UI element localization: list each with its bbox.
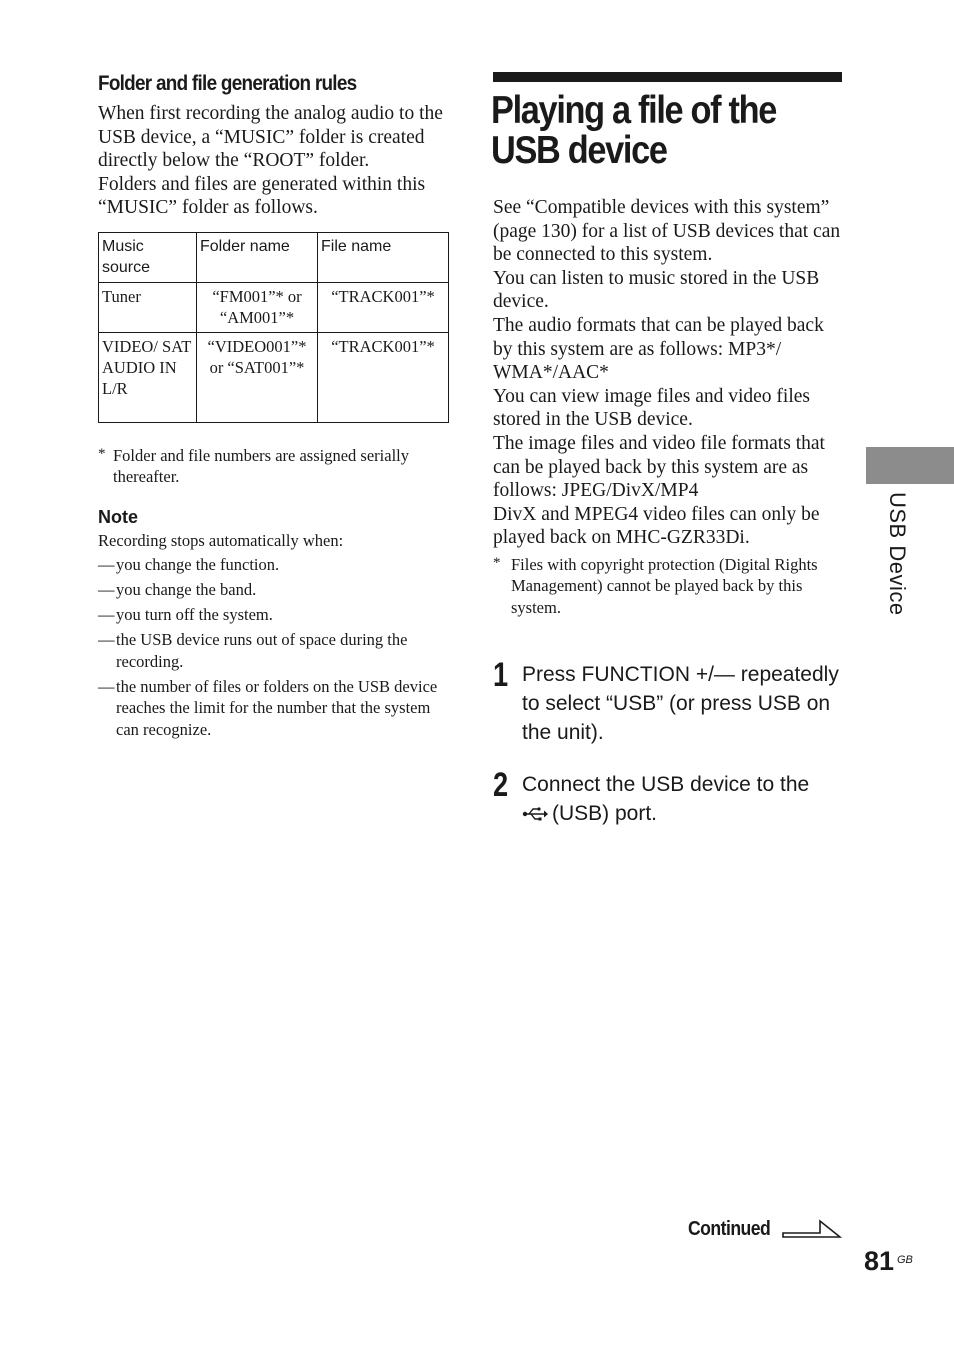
body-paragraph: See “Compatible devices with this system” (page 130) for a list of USB devices that can be connected to this system. bbox=[493, 197, 841, 266]
usb-icon bbox=[522, 800, 548, 829]
note-list-item bbox=[98, 676, 450, 741]
dash-mark: — bbox=[98, 555, 115, 575]
note-item-text: you change the band. bbox=[116, 580, 257, 600]
drm-footnote bbox=[493, 554, 845, 619]
table-cell: VIDEO/ SAT AUDIO IN L/R bbox=[99, 332, 197, 422]
left-column bbox=[98, 72, 450, 744]
title-line: USB device bbox=[491, 129, 667, 172]
dash-mark: — bbox=[98, 676, 115, 696]
note-heading: Note bbox=[98, 506, 138, 527]
note-list-item bbox=[98, 554, 450, 576]
table-cell: “TRACK001”* bbox=[318, 282, 449, 332]
folder-rules-table bbox=[98, 232, 449, 423]
step-text: Press FUNCTION +/— repeatedly to select “USB” (or press USB on the unit). bbox=[522, 663, 839, 744]
page-number: 81 bbox=[864, 1246, 895, 1276]
step-number: 1 bbox=[493, 656, 509, 694]
body-paragraph: The image files and video file formats that can be played back by this system are as follows: JPEG/DivX/MP4 bbox=[493, 432, 825, 502]
body-paragraph: The audio formats that can be played back by this system are as follows: MP3*/ WMA*/AAC* bbox=[493, 314, 824, 384]
table-header-row bbox=[99, 232, 449, 282]
section-tab bbox=[866, 447, 954, 484]
footnote-mark: * bbox=[493, 554, 501, 571]
intro-paragraph: When first recording the analog audio to the USB device, a “MUSIC” folder is created directly below the “ROOT” folder. bbox=[98, 103, 443, 172]
step-text-suffix: (USB) port. bbox=[552, 802, 658, 825]
section-tab-label: USB Device bbox=[885, 492, 910, 616]
table-header-cell: Music source bbox=[99, 232, 197, 282]
note-item-text: the number of files or folders on the USB device reaches the limit for the number that the system can recognize. bbox=[116, 676, 438, 739]
step-number: 2 bbox=[493, 766, 509, 804]
note-item-text: you turn off the system. bbox=[116, 605, 273, 625]
footnote-text: Folder and file numbers are assigned serially thereafter. bbox=[113, 445, 409, 487]
body-paragraph: You can listen to music stored in the USB device. bbox=[493, 267, 820, 313]
table-cell: “TRACK001”* bbox=[318, 332, 449, 422]
note-list-item bbox=[98, 579, 450, 601]
table-cell: “FM001”* or “AM001”* bbox=[197, 282, 318, 332]
section-subheading: Folder and file generation rules bbox=[98, 72, 357, 95]
step-1 bbox=[493, 656, 853, 747]
dash-mark: — bbox=[98, 580, 115, 600]
table-row bbox=[99, 282, 449, 332]
note-intro: Recording stops automatically when: bbox=[98, 530, 344, 550]
table-header-cell: Folder name bbox=[197, 232, 318, 282]
body-paragraph: DivX and MPEG4 video files can only be played back on MHC-GZR33Di. bbox=[493, 503, 820, 549]
continued-arrow-icon bbox=[782, 1218, 842, 1247]
dash-mark: — bbox=[98, 605, 115, 625]
continued-label: Continued bbox=[688, 1218, 771, 1240]
step-text bbox=[522, 770, 853, 829]
note-list-item bbox=[98, 604, 450, 626]
footnote-text: Files with copyright protection (Digital Rights Management) cannot be played back by this system. bbox=[511, 554, 818, 617]
table-cell: “VIDEO001”* or “SAT001”* bbox=[197, 332, 318, 422]
note-list-item bbox=[98, 629, 450, 672]
step-text-prefix: Connect the USB device to the bbox=[522, 773, 810, 796]
note-item-text: you change the function. bbox=[116, 555, 280, 575]
note-list bbox=[98, 554, 450, 740]
table-row bbox=[99, 332, 449, 422]
body-paragraph: You can view image files and video files stored in the USB device. bbox=[493, 385, 810, 431]
page-region-code: GB bbox=[897, 1254, 913, 1266]
table-cell: Tuner bbox=[99, 282, 197, 332]
title-line: Playing a file of the bbox=[491, 89, 777, 132]
note-item-text: the USB device runs out of space during the recording. bbox=[116, 630, 408, 671]
footnote-mark: * bbox=[98, 445, 106, 462]
title-rule bbox=[493, 72, 842, 82]
intro-paragraph-2: Folders and files are generated within this “MUSIC” folder as follows. bbox=[98, 173, 426, 219]
table-header-cell: File name bbox=[318, 232, 449, 282]
table-footnote bbox=[98, 445, 450, 488]
page-title bbox=[491, 91, 861, 171]
right-column bbox=[493, 196, 845, 618]
dash-mark: — bbox=[98, 630, 115, 650]
step-2 bbox=[493, 766, 853, 829]
